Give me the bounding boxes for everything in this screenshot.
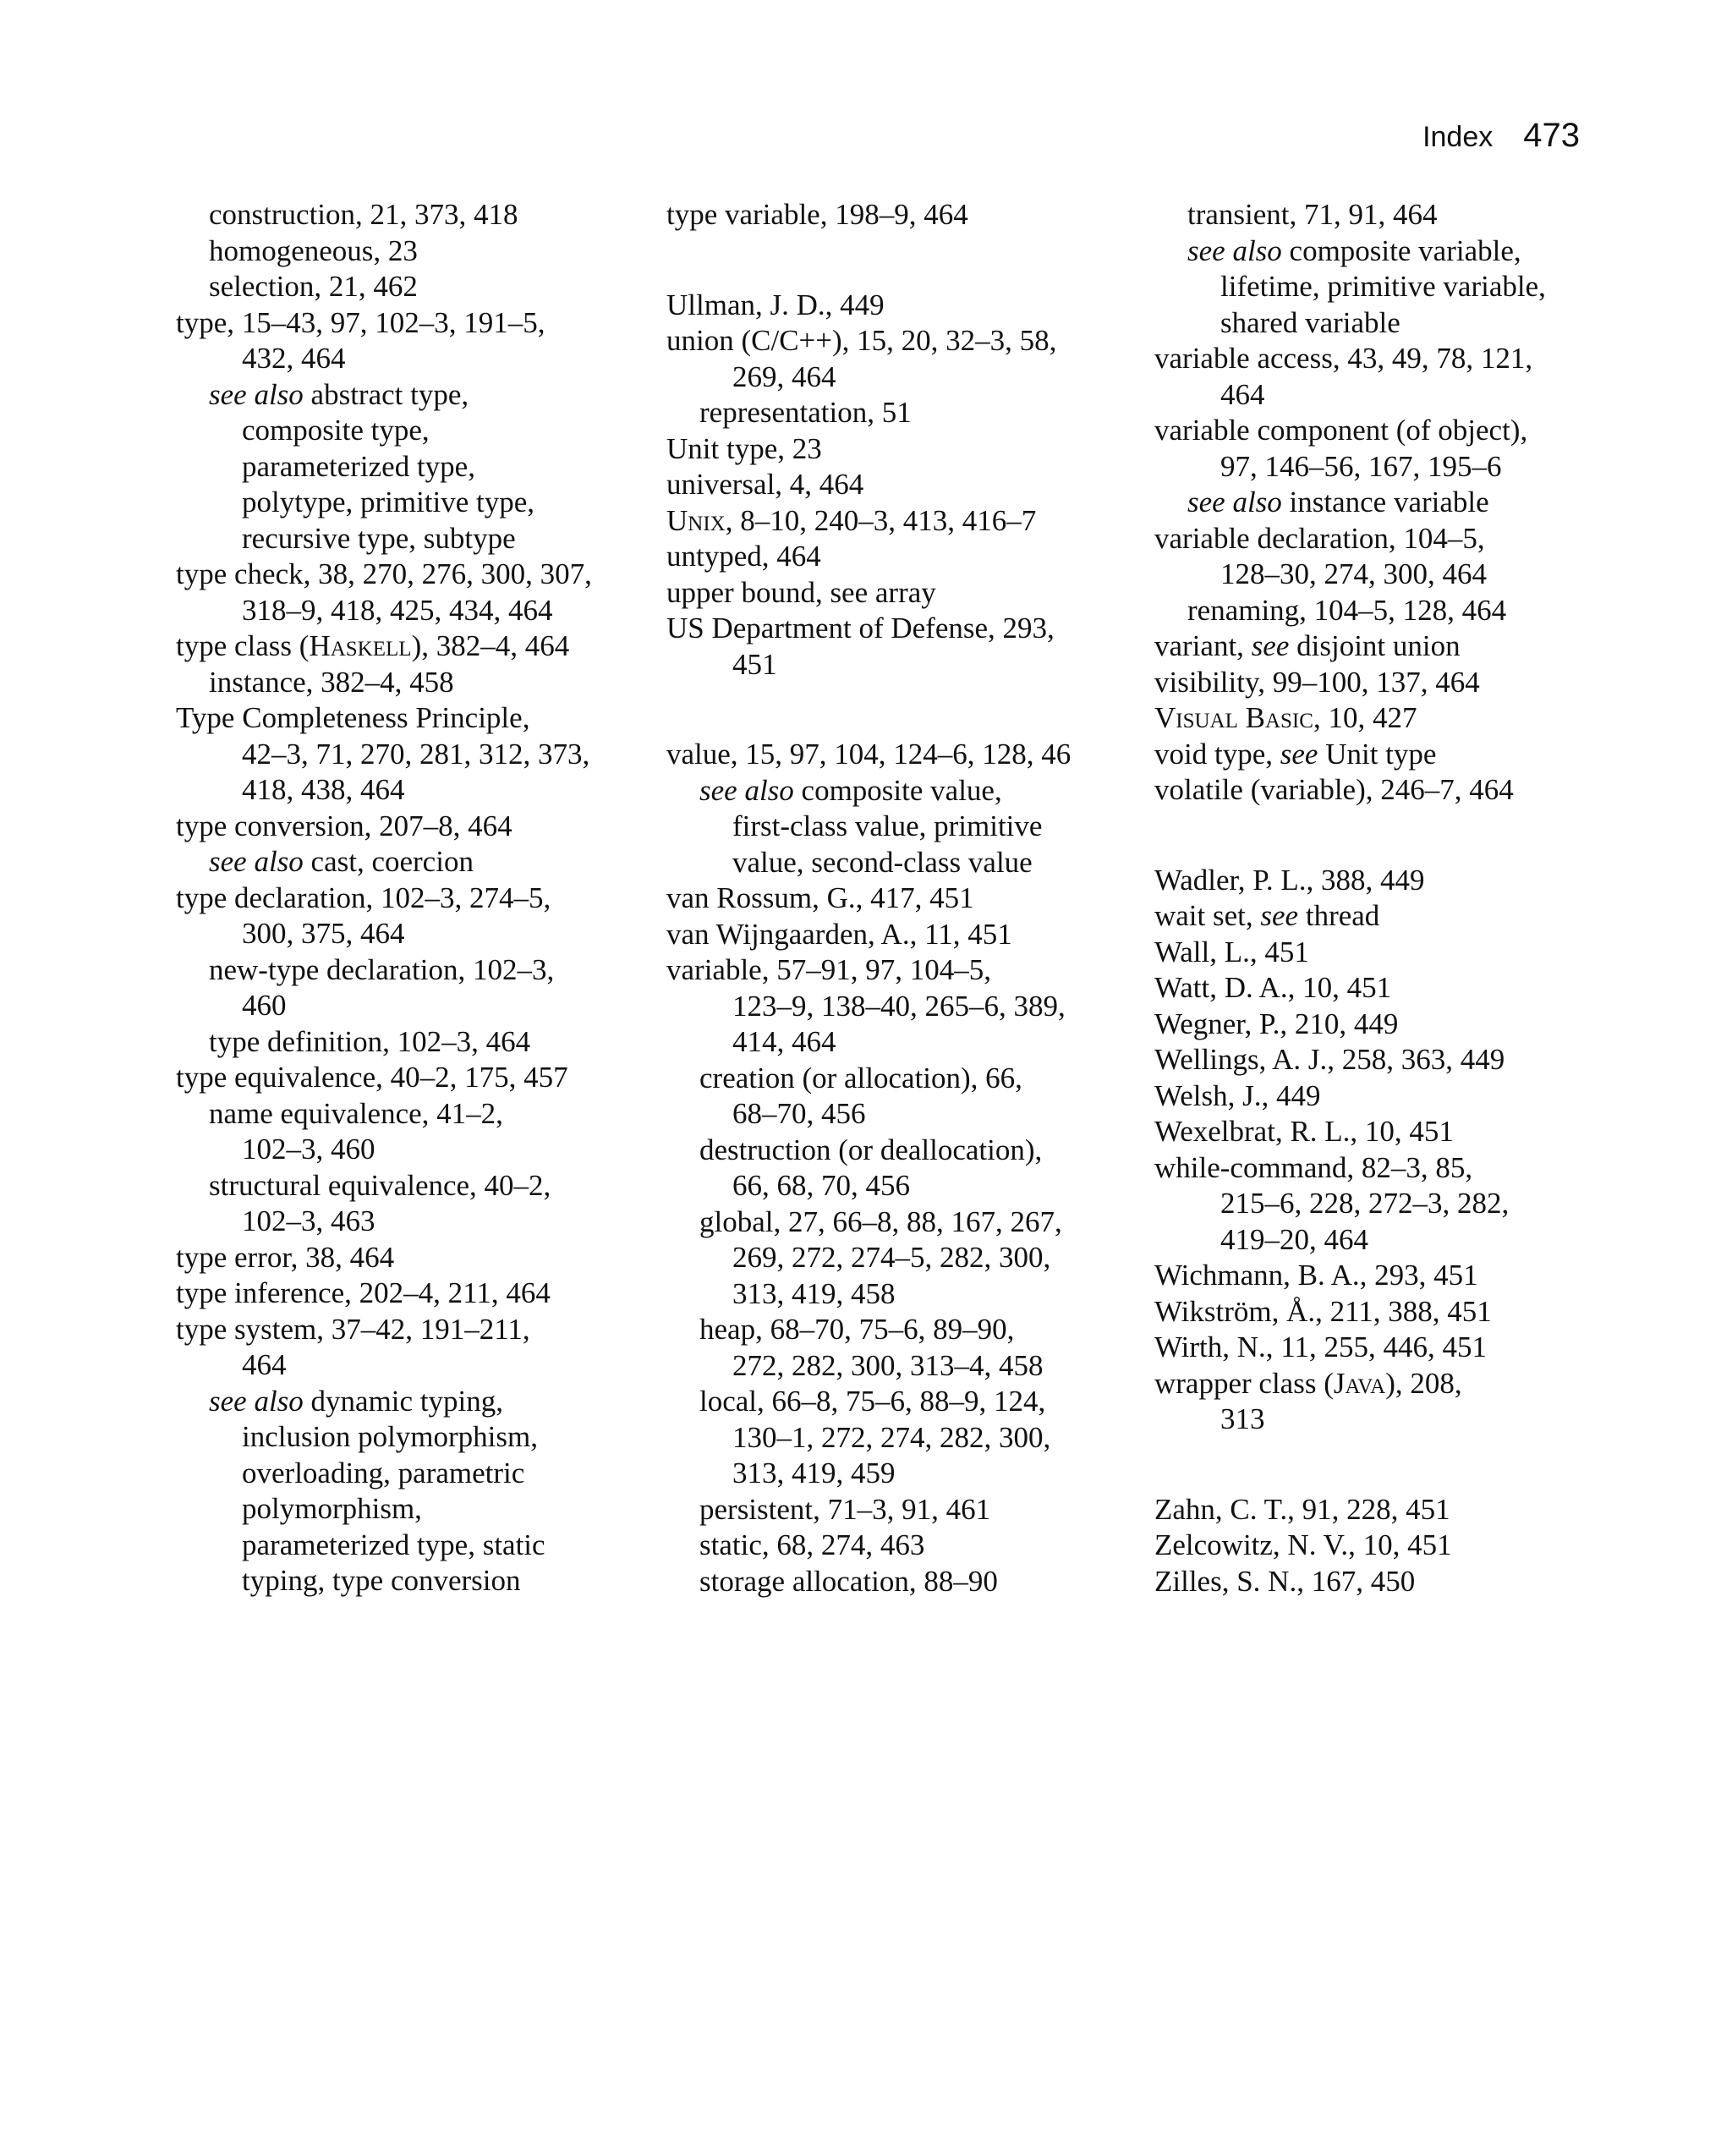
entry-text: ), 382–4, 464 — [411, 629, 570, 662]
entry-text: 269, 272, 274–5, 282, 300, — [732, 1241, 1051, 1274]
entry-text: dynamic typing, — [303, 1384, 504, 1418]
index-entry — [1154, 1294, 1628, 1330]
index-subentry — [176, 1384, 650, 1420]
index-subentry — [176, 952, 650, 989]
entry-prefix: variant, — [1154, 629, 1252, 662]
index-continuation — [666, 1276, 1140, 1313]
entry-text: value, second-class value — [732, 845, 1033, 879]
index-continuation — [176, 593, 650, 629]
index-continuation — [176, 413, 650, 449]
index-entry — [176, 628, 650, 665]
entry-text: storage allocation, 88–90 — [699, 1564, 998, 1598]
entry-text: static, 68, 274, 463 — [699, 1528, 925, 1561]
entry-text: 464 — [1220, 377, 1265, 411]
index-entry — [176, 305, 650, 342]
index-continuation — [176, 1132, 650, 1168]
entry-text: 464 — [242, 1348, 287, 1381]
entry-text: global, 27, 66–8, 88, 167, 267, — [699, 1204, 1062, 1238]
index-entry — [1154, 1330, 1628, 1366]
entry-prefix: wrapper class ( — [1154, 1366, 1334, 1400]
entry-text: Wikström, Å., 211, 388, 451 — [1154, 1294, 1492, 1328]
entry-text: Wall, L., 451 — [1154, 935, 1309, 968]
index-continuation — [666, 1240, 1140, 1276]
entry-text: name equivalence, 41–2, — [209, 1096, 503, 1130]
see-reference: see also — [209, 1384, 304, 1418]
entry-text: type equivalence, 40–2, 175, 457 — [176, 1061, 568, 1094]
index-subentry — [666, 1061, 1140, 1097]
entry-text: ), 208, — [1385, 1366, 1462, 1400]
index-continuation — [666, 359, 1140, 396]
index-entry — [176, 881, 650, 917]
index-entry — [176, 1312, 650, 1348]
entry-text: cast, coercion — [303, 845, 474, 878]
index-subentry — [666, 1384, 1140, 1420]
entry-text: 418, 438, 464 — [242, 773, 405, 806]
entry-text: new-type declaration, 102–3, — [209, 952, 555, 986]
index-entry — [666, 881, 1140, 917]
index-entry — [666, 288, 1140, 324]
entry-text: 97, 146–56, 167, 195–6 — [1220, 449, 1502, 483]
entry-text: 130–1, 272, 274, 282, 300, — [732, 1420, 1051, 1454]
index-entry — [1154, 700, 1628, 737]
index-entry — [1154, 341, 1628, 377]
index-subentry — [176, 233, 650, 270]
index-entry — [666, 431, 1140, 468]
entry-text: thread — [1298, 899, 1380, 932]
entry-text: inclusion polymorphism, — [242, 1420, 538, 1453]
index-subentry — [1154, 593, 1628, 629]
index-entry — [1154, 665, 1628, 701]
entry-text: 42–3, 71, 270, 281, 312, 373, — [242, 737, 590, 771]
entry-text: 128–30, 274, 300, 464 — [1220, 557, 1487, 590]
index-continuation — [176, 1419, 650, 1456]
entry-text: shared variable — [1220, 305, 1400, 339]
entry-text: variable declaration, 104–5, — [1154, 521, 1485, 555]
index-subentry — [666, 1204, 1140, 1241]
entry-text: 313 — [1220, 1402, 1265, 1435]
index-continuation — [666, 1456, 1140, 1492]
index-entry — [666, 503, 1140, 540]
index-entry — [176, 1060, 650, 1096]
index-subentry — [176, 1024, 650, 1061]
entry-text: type check, 38, 270, 276, 300, 307, — [176, 557, 592, 590]
index-entry — [666, 197, 1140, 233]
index-continuation — [1154, 377, 1628, 414]
entry-text: Wellings, A. J., 258, 363, 449 — [1154, 1043, 1505, 1076]
index-subentry — [1154, 485, 1628, 521]
entry-text: parameterized type, static — [242, 1528, 545, 1561]
language-name: Visual Basic — [1154, 701, 1313, 734]
entry-text: creation (or allocation), 66, — [699, 1061, 1022, 1094]
see-reference: see also — [209, 845, 304, 878]
see-reference: see — [1260, 899, 1299, 932]
entry-text: polymorphism, — [242, 1492, 422, 1525]
entry-text: renaming, 104–5, 128, 464 — [1187, 593, 1507, 627]
entry-text: heap, 68–70, 75–6, 89–90, — [699, 1313, 1015, 1346]
entry-text: instance, 382–4, 458 — [209, 665, 454, 699]
entry-text: Wichmann, B. A., 293, 451 — [1154, 1259, 1478, 1292]
index-subentry — [1154, 197, 1628, 233]
index-subentry — [176, 1168, 650, 1204]
entry-text: local, 66–8, 75–6, 88–9, 124, — [699, 1385, 1046, 1418]
entry-text: 313, 419, 459 — [732, 1457, 896, 1489]
index-entry — [1154, 1042, 1628, 1078]
entry-text: Welsh, J., 449 — [1154, 1078, 1321, 1112]
index-entry — [666, 539, 1140, 575]
index-subentry — [176, 197, 650, 233]
see-reference: see also — [1187, 486, 1282, 518]
entry-text: destruction (or deallocation), — [699, 1133, 1043, 1166]
entry-text: type definition, 102–3, 464 — [209, 1024, 531, 1058]
index-entry — [1154, 1078, 1628, 1115]
index-subentry — [176, 1096, 650, 1133]
index-entry — [176, 1240, 650, 1276]
see-reference: see also — [699, 773, 794, 807]
entry-text: 102–3, 460 — [242, 1133, 375, 1166]
index-column-2 — [666, 197, 1140, 1599]
entry-text: typing, type conversion — [242, 1564, 521, 1597]
index-column-1 — [176, 197, 650, 1599]
entry-text: van Rossum, G., 417, 451 — [666, 881, 974, 914]
index-continuation — [666, 1420, 1140, 1457]
index-continuation — [176, 988, 650, 1024]
entry-text: Wegner, P., 210, 449 — [1154, 1007, 1399, 1040]
index-continuation — [666, 989, 1140, 1025]
index-entry — [1154, 1366, 1628, 1402]
index-continuation — [1154, 449, 1628, 486]
see-reference: see — [1251, 629, 1290, 662]
index-subentry — [176, 377, 650, 414]
entry-text: 414, 464 — [732, 1025, 836, 1058]
index-continuation — [176, 1204, 650, 1240]
entry-text: untyped, 464 — [666, 540, 821, 573]
entry-text: Zelcowitz, N. V., 10, 451 — [1154, 1528, 1452, 1561]
entry-text: abstract type, — [303, 377, 469, 411]
entry-prefix: wait set, — [1154, 899, 1261, 932]
index-entry — [1154, 413, 1628, 449]
entry-text: Unit type, 23 — [666, 431, 822, 465]
entry-text: transient, 71, 91, 464 — [1187, 198, 1438, 231]
index-continuation — [176, 341, 650, 377]
index-continuation — [176, 1528, 650, 1564]
entry-text: instance variable — [1281, 486, 1489, 518]
index-continuation — [176, 449, 650, 486]
index-subentry — [666, 395, 1140, 431]
index-subentry — [666, 1312, 1140, 1348]
index-subentry — [666, 1492, 1140, 1528]
index-continuation — [176, 1491, 650, 1528]
entry-text: Zilles, S. N., 167, 450 — [1154, 1564, 1416, 1598]
index-entry — [1154, 935, 1628, 971]
index-continuation — [1154, 1222, 1628, 1259]
entry-text: type conversion, 207–8, 464 — [176, 809, 512, 842]
letter-group-gap — [1154, 809, 1628, 863]
index-subentry — [1154, 233, 1628, 270]
index-continuation — [1154, 269, 1628, 305]
index-entry — [1154, 898, 1628, 935]
letter-group-gap — [666, 683, 1140, 737]
index-entry — [176, 809, 650, 845]
entry-text: Wirth, N., 11, 255, 446, 451 — [1154, 1330, 1487, 1363]
index-entry — [666, 737, 1140, 773]
index-continuation — [176, 521, 650, 557]
index-entry — [1154, 1528, 1628, 1564]
entry-text: disjoint union — [1289, 629, 1461, 662]
index-subentry — [176, 269, 650, 305]
entry-text: 432, 464 — [242, 342, 346, 375]
index-continuation — [666, 1024, 1140, 1061]
index-subentry — [666, 1528, 1140, 1564]
entry-text: Type Completeness Principle, — [176, 701, 530, 734]
index-continuation — [666, 1096, 1140, 1133]
entry-text: 66, 68, 70, 456 — [732, 1169, 910, 1202]
index-entry — [1154, 521, 1628, 557]
letter-group-gap — [666, 233, 1140, 288]
index-entry — [666, 611, 1140, 647]
page-number: 473 — [1523, 117, 1580, 154]
entry-text: structural equivalence, 40–2, — [209, 1168, 551, 1202]
index-continuation — [1154, 557, 1628, 593]
entry-text: 460 — [242, 989, 287, 1022]
entry-text: , 10, 427 — [1313, 701, 1417, 734]
index-subentry — [666, 773, 1140, 809]
language-name: Java — [1333, 1366, 1386, 1400]
index-continuation — [666, 1348, 1140, 1385]
see-reference: see also — [1187, 233, 1282, 267]
index-subentry — [666, 1133, 1140, 1169]
entry-text: composite variable, — [1281, 233, 1521, 267]
index-entry — [1154, 772, 1628, 809]
index-entry — [1154, 1492, 1628, 1528]
running-header — [1422, 117, 1580, 155]
entry-text: type system, 37–42, 191–211, — [176, 1312, 530, 1346]
entry-text: selection, 21, 462 — [209, 270, 418, 303]
index-entry — [1154, 1564, 1628, 1600]
index-continuation — [176, 772, 650, 809]
entry-text: type error, 38, 464 — [176, 1240, 395, 1274]
language-name: Haskell — [309, 629, 412, 662]
entry-text: 269, 464 — [732, 359, 836, 393]
index-continuation — [1154, 1186, 1628, 1222]
entry-text: homogeneous, 23 — [209, 233, 418, 267]
index-continuation — [666, 809, 1140, 845]
entry-text: 102–3, 463 — [242, 1204, 375, 1237]
index-entry — [666, 323, 1140, 359]
entry-text: parameterized type, — [242, 449, 475, 483]
entry-text: van Wijngaarden, A., 11, 451 — [666, 917, 1012, 951]
index-continuation — [1154, 1402, 1628, 1438]
index-entry — [1154, 970, 1628, 1007]
entry-text: Ullman, J. D., 449 — [666, 288, 885, 321]
entry-text: universal, 4, 464 — [666, 468, 864, 501]
index-continuation — [176, 1456, 650, 1492]
entry-text: Watt, D. A., 10, 451 — [1154, 971, 1392, 1004]
entry-text: US Department of Defense, 293, — [666, 612, 1055, 645]
entry-text: recursive type, subtype — [242, 521, 516, 555]
index-entry — [666, 575, 1140, 612]
section-title: Index — [1422, 121, 1494, 153]
entry-text: persistent, 71–3, 91, 461 — [699, 1492, 991, 1526]
see-reference: see — [1280, 737, 1318, 771]
index-subentry — [176, 665, 650, 701]
entry-text: lifetime, primitive variable, — [1220, 270, 1546, 303]
index-entry — [666, 917, 1140, 953]
entry-text: 123–9, 138–40, 265–6, 389, — [732, 989, 1066, 1023]
entry-prefix: type class ( — [176, 629, 310, 662]
entry-prefix: void type, — [1154, 737, 1280, 771]
index-entry — [666, 467, 1140, 503]
entry-text: type declaration, 102–3, 274–5, — [176, 881, 551, 914]
entry-text: representation, 51 — [699, 396, 912, 429]
index-subentry — [176, 844, 650, 881]
index-entry — [1154, 737, 1628, 773]
entry-text: 451 — [732, 647, 777, 681]
entry-text: Wadler, P. L., 388, 449 — [1154, 863, 1425, 897]
index-entry — [1154, 1258, 1628, 1294]
entry-text: type variable, 198–9, 464 — [666, 198, 968, 231]
entry-text: Unit type — [1318, 737, 1437, 771]
index-continuation — [176, 916, 650, 952]
entry-text: while-command, 82–3, 85, — [1154, 1150, 1473, 1184]
index-column-3 — [1154, 197, 1628, 1599]
entry-text: 215–6, 228, 272–3, 282, — [1220, 1187, 1510, 1220]
index-continuation — [176, 737, 650, 773]
index-entry — [1154, 628, 1628, 665]
index-entry — [1154, 1150, 1628, 1187]
index-entry — [176, 557, 650, 593]
entry-text: 68–70, 456 — [732, 1097, 866, 1130]
entry-text: 313, 419, 458 — [732, 1276, 896, 1310]
entry-text: volatile (variable), 246–7, 464 — [1154, 773, 1514, 806]
index-entry — [176, 700, 650, 737]
index-entry — [176, 1275, 650, 1312]
entry-text: type inference, 202–4, 211, 464 — [176, 1276, 551, 1309]
entry-text: 272, 282, 300, 313–4, 458 — [732, 1348, 1044, 1382]
index-continuation — [666, 647, 1140, 683]
index-continuation — [666, 845, 1140, 881]
index-entry — [1154, 863, 1628, 899]
entry-text: 318–9, 418, 425, 434, 464 — [242, 593, 553, 627]
index-subentry — [666, 1564, 1140, 1600]
entry-text: type, 15–43, 97, 102–3, 191–5, — [176, 305, 545, 339]
entry-text: , 8–10, 240–3, 413, 416–7 — [725, 503, 1037, 537]
entry-text: variable access, 43, 49, 78, 121, — [1154, 342, 1533, 375]
index-entry — [1154, 1114, 1628, 1150]
index-continuation — [176, 485, 650, 521]
index-continuation — [176, 1563, 650, 1599]
letter-group-gap — [1154, 1438, 1628, 1492]
entry-text: union (C/C++), 15, 20, 32–3, 58, — [666, 324, 1057, 357]
entry-text: construction, 21, 373, 418 — [209, 198, 518, 231]
entry-text: 300, 375, 464 — [242, 917, 405, 950]
entry-text: overloading, parametric — [242, 1456, 525, 1489]
entry-text: composite value, — [793, 773, 1002, 807]
entry-text: visibility, 99–100, 137, 464 — [1154, 665, 1480, 699]
index-continuation — [666, 1168, 1140, 1204]
see-reference: see also — [209, 377, 304, 411]
entry-text: polytype, primitive type, — [242, 486, 535, 518]
entry-text: 419–20, 464 — [1220, 1222, 1368, 1256]
index-continuation — [1154, 305, 1628, 342]
index-entry — [1154, 1007, 1628, 1043]
entry-text: variable, 57–91, 97, 104–5, — [666, 953, 991, 986]
entry-text: Wexelbrat, R. L., 10, 451 — [1154, 1115, 1454, 1148]
index-entry — [666, 952, 1140, 989]
entry-text: composite type, — [242, 414, 430, 447]
entry-text: value, 15, 97, 104, 124–6, 128, 46 — [666, 738, 1072, 771]
entry-text: variable component (of object), — [1154, 414, 1528, 447]
entry-text: first-class value, primitive — [732, 809, 1043, 842]
entry-text: upper bound, see array — [666, 575, 936, 609]
language-name: Unix — [666, 503, 726, 537]
index-continuation — [176, 1347, 650, 1384]
entry-text: Zahn, C. T., 91, 228, 451 — [1154, 1492, 1450, 1526]
